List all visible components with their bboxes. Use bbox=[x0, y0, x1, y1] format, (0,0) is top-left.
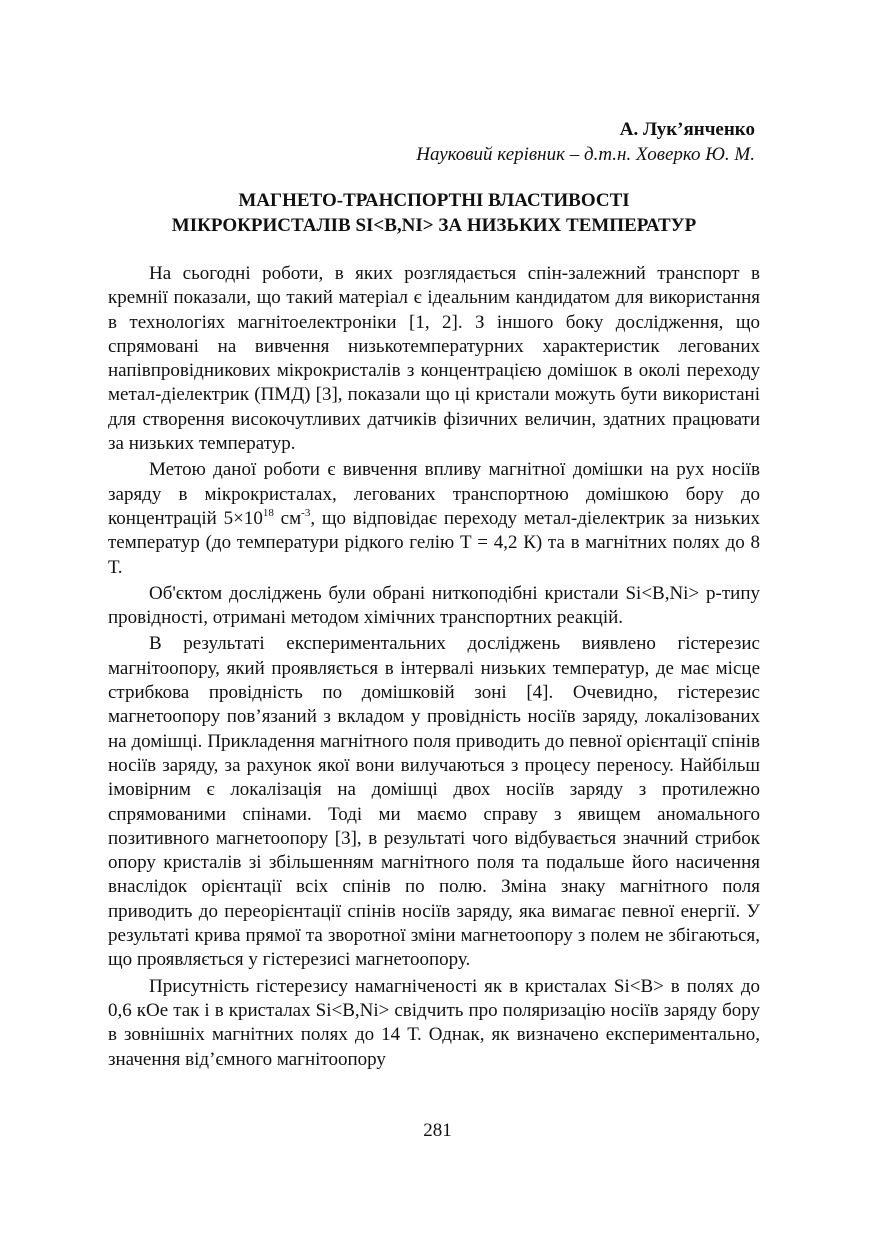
author-name: А. Лук’янченко bbox=[619, 119, 755, 140]
paragraph-object: Об'єктом досліджень були обрані ниткоподібні кристали Si<B,Ni> p-типу провідності, отримані методом хімічних транспортних реакцій. bbox=[108, 582, 760, 629]
paragraph-results: В результаті експериментальних досліджень виявлено гістерезис магнітоопору, який проявляється в інтервалі низьких температур, де має місце стрибкова провідність по домішковій зоні [4]. Очевидно, гістерезис магнетоопору пов’язаний з вкладом у провідність носіїв заряду, локалізованих на домішці. Прикладення магнітного поля приводить до певної орієнтації спінів носіїв заряду, за рахунок якої вони вилучаються з процесу переносу. Найбільш імовірним є локалізація на домішці двох носіїв заряду з протилежно спрямованими спінами. Тоді ми маємо справу з явищем аномального позитивного магнетоопору [3], в результаті чого відбувається значний стрибок опору кристалів зі збільшенням магнітного поля та подальше його насичення внаслідок орієнтації всіх спінів по полю. Зміна знаку магнітного поля приводить до переорієнтації спінів носіїв заряду, яка вимагає певної енергії. У результаті крива прямої та зворотної зміни магнетоопору з полем не збігаються, що проявляється у гістерезисі магнетоопору. bbox=[108, 633, 760, 971]
unit-exponent: -3 bbox=[301, 506, 311, 519]
title-line-1: МАГНЕТО-ТРАНСПОРТНІ ВЛАСТИВОСТІ bbox=[238, 190, 630, 211]
paragraph-aim bbox=[108, 458, 760, 579]
aim-text-part-2: см bbox=[273, 507, 302, 529]
article-title bbox=[108, 188, 760, 238]
page-number: 281 bbox=[423, 1120, 452, 1141]
aim-text-part-3: , що відповідає переходу метал-діелектрик за низьких температур (до температури рідкого гелію Т = 4,2 К) та в магнітних полях до 8 Т. bbox=[108, 507, 760, 578]
paragraph-introduction: На сьогодні роботи, в яких розглядається спін-залежний транспорт в кремнії показали, що такий матеріал є ідеальним кандидатом для використання в технологіях магнітоелектроніки [1, 2]. З іншого боку дослідження, що спрямовані на вивчення низькотемпературних характеристик легованих напівпровідникових мікрокристалів з концентрацією домішок в околі переходу метал-діелектрик (ПМД) [3], показали що ці кристали можуть бути використані для створення високочутливих датчиків фізичних величин, здатних працювати за низьких температур. bbox=[108, 263, 760, 455]
paragraph-hysteresis: Присутність гістерезису намагніченості як в кристалах Si<B> в полях до 0,6 кОе так і в кристалах Si<B,Ni> свідчить про поляризацію носіїв заряду бору в зовнішніх магнітних полях до 14 Т. Однак, як визначено експериментально, значення від’ємного магнітоопору bbox=[108, 975, 760, 1070]
aim-text-part-1: Метою даної роботи є вивчення впливу магнітної домішки на рух носіїв заряду в мікрокристалах, легованих транспортною домішкою бору до концентрацій 5×10 bbox=[108, 459, 760, 529]
title-line-2: МІКРОКРИСТАЛІВ SI<B,NI> ЗА НИЗЬКИХ ТЕМПЕРАТУР bbox=[171, 215, 697, 236]
scientific-supervisor: Науковий керівник – д.т.н. Ховерко Ю. М. bbox=[416, 144, 755, 165]
concentration-exponent: 18 bbox=[262, 506, 274, 519]
article-body bbox=[108, 262, 760, 1074]
